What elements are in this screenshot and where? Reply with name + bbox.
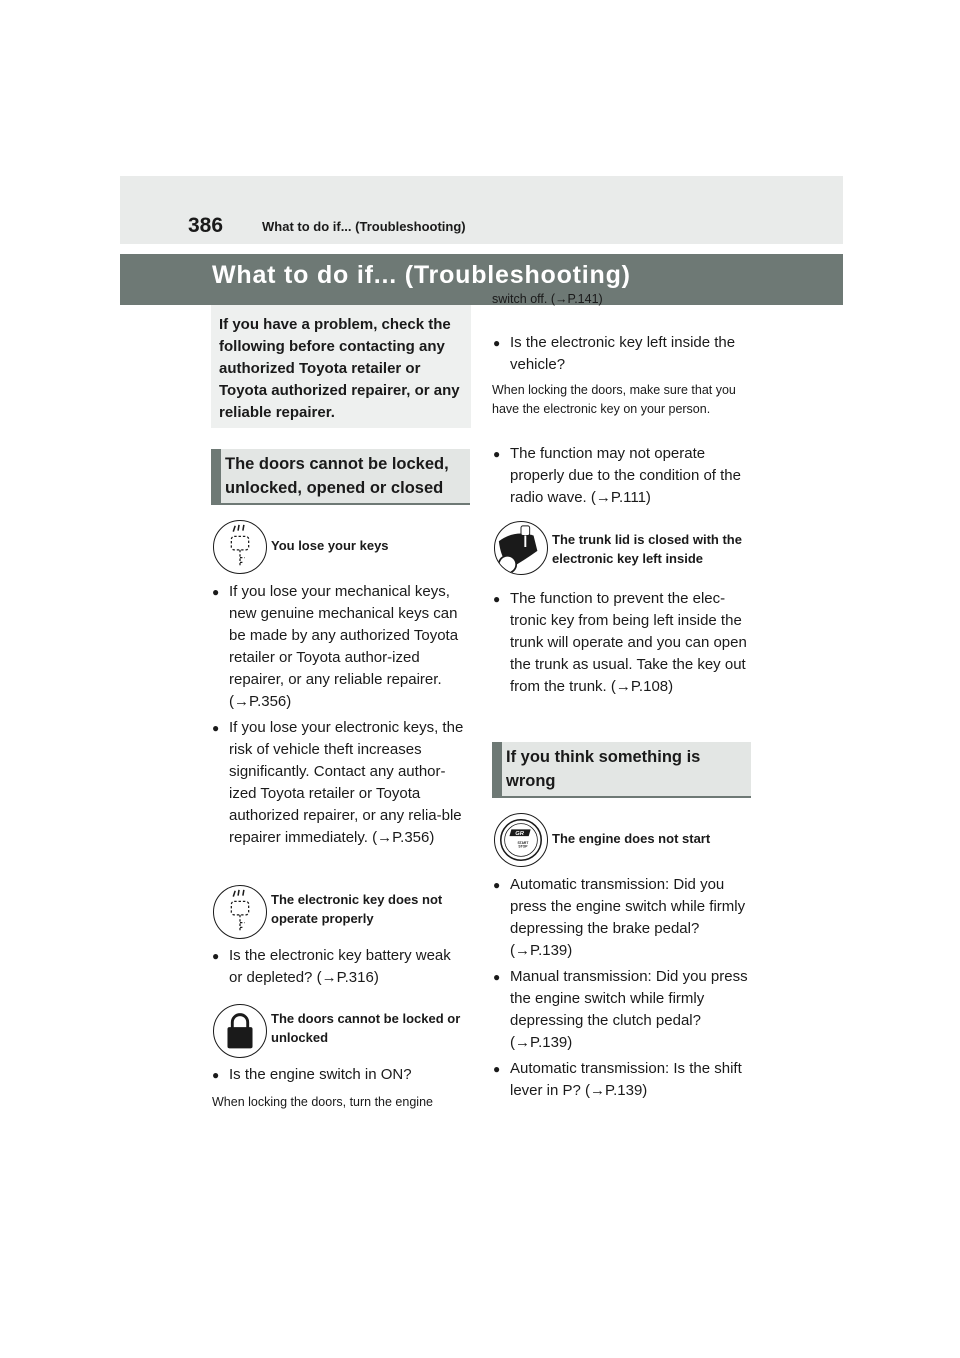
running-head: What to do if... (Troubleshooting)	[262, 219, 466, 234]
section-heading-doors-text: The doors cannot be locked, unlocked, opened or closed	[225, 455, 449, 497]
bullet-at-brake: ● Automatic transmission: Did you press the engine switch while firmly depressing the brake pedal? (→P.139)	[493, 876, 746, 959]
intro-note: If you have a problem, check the following before contacting any authorized Toyota retailer or Toyota authorized repairer, or any reliable repairer.	[219, 316, 460, 421]
bullet-dot-icon: ●	[212, 1068, 220, 1082]
label-lose-keys: You lose your keys	[271, 538, 389, 553]
label-engine-no-start: The engine does not start	[552, 831, 711, 846]
bullet-mt-clutch: ● Manual transmission: Did you press the engine switch while firmly depressing the clutch pedal? (→P.139)	[493, 968, 748, 1051]
section-heading-wrong	[492, 742, 751, 798]
header-bar	[120, 176, 843, 244]
page-number: 386	[188, 214, 224, 237]
bullet-dot-icon: ●	[493, 592, 501, 606]
page-title: What to do if... (Troubleshooting)	[212, 261, 631, 289]
text-key-on-person: When locking the doors, make sure that you have the electronic key on your person.	[492, 383, 736, 416]
text-turn-engine-off-part2: switch off. (→P.141)	[492, 292, 603, 306]
bullet-key-left-inside: ● Is the electronic key left inside the vehicle?	[493, 334, 736, 373]
bullet-engine-switch-on: ● Is the engine switch in ON?	[212, 1064, 468, 1086]
bullet-lose-electronic-keys: ● If you lose your electronic keys, the risk of vehicle theft increases significantly. Contact any author-ized Toyota retailer or Toyota authorized repairer, or any relia-ble repairer immediately. (→P.356)	[212, 719, 464, 846]
bullet-dot-icon: ●	[493, 336, 501, 350]
bullet-dot-icon: ●	[493, 878, 501, 892]
section-heading-wrong-text: If you think something is wrong	[506, 748, 701, 790]
key-malfunction-icon	[213, 885, 267, 939]
label-trunk-key-inside: The trunk lid is closed with the electronic key left inside	[552, 532, 742, 566]
text-turn-engine-off-part1: When locking the doors, turn the engine	[212, 1095, 433, 1109]
bullet-dot-icon: ●	[212, 585, 220, 599]
bullet-at-shift-lever: ● Automatic transmission: Is the shift lever in P? (→P.139)	[493, 1060, 742, 1099]
key-lost-icon	[213, 520, 267, 574]
bullet-trunk-function: ● The function to prevent the elec-tronic key from being left inside the trunk will operate and you can open the trunk as usual. Take the key out from the trunk. (→P.108)	[493, 590, 747, 695]
label-key-not-working: The electronic key does not operate properly	[271, 892, 443, 926]
bullet-key-battery: ● Is the electronic key battery weak or depleted? (→P.316)	[212, 947, 451, 986]
bullet-dot-icon: ●	[493, 970, 501, 984]
bullet-radio-wave: ● The function may not operate properly due to the condition of the radio wave. (→P.111)	[493, 445, 741, 506]
bullet-dot-icon: ●	[493, 447, 501, 461]
label-doors-locked: The doors cannot be locked or unlocked	[271, 1011, 461, 1045]
trunk-key-icon	[494, 521, 548, 575]
engine-icon-stop-text: STOP	[518, 844, 528, 849]
engine-icon-start-text: START	[517, 840, 529, 845]
padlock-icon	[213, 1004, 267, 1058]
bullet-lose-mechanical-keys: ● If you lose your mechanical keys, new genuine mechanical keys can be made by any authorized Toyota retailer or Toyota author-ized repairer, or any reliable repairer. (→P.356)	[212, 583, 459, 710]
bullet-dot-icon: ●	[212, 721, 220, 735]
bullet-dot-icon: ●	[493, 1062, 501, 1076]
section-heading-doors	[211, 449, 470, 505]
svg-text:GR: GR	[515, 831, 524, 838]
bullet-dot-icon: ●	[212, 949, 220, 963]
engine-start-button-icon	[494, 813, 548, 867]
